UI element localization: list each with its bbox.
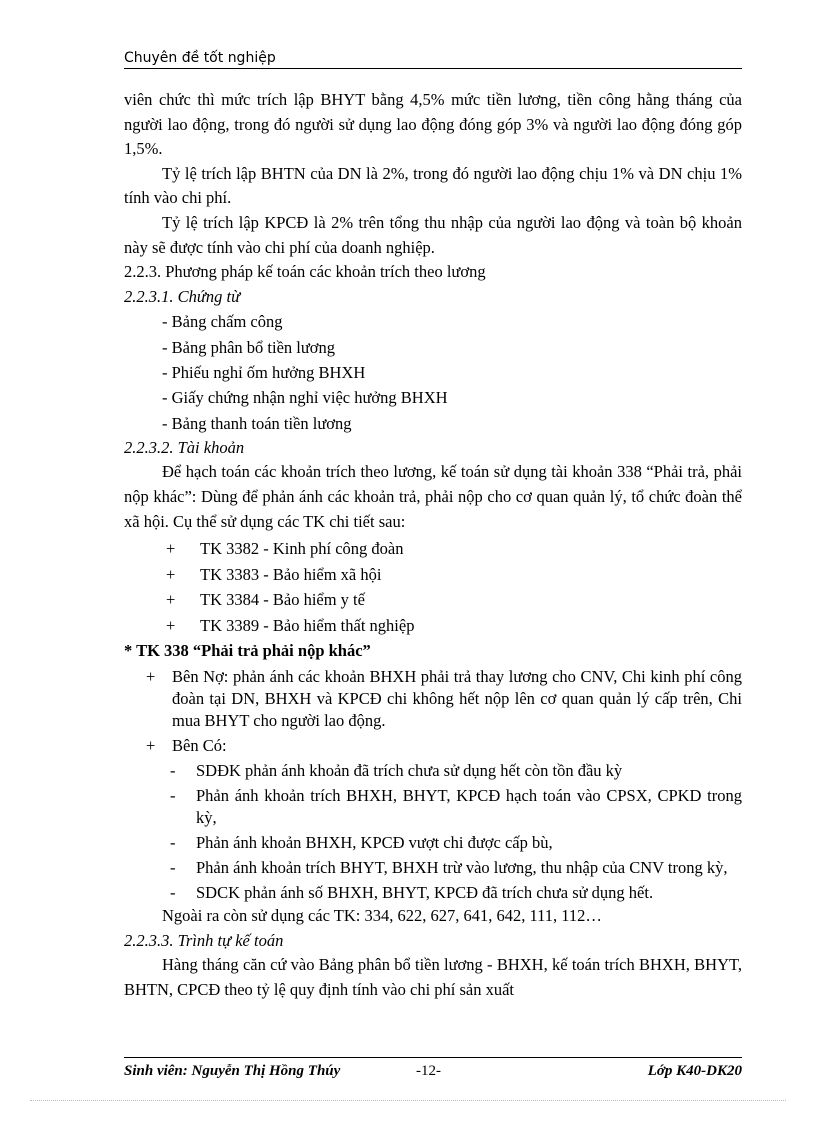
credit-item-text: Phản ánh khoản trích BHXH, BHYT, KPCĐ hạch toán vào CPSX, CPKD trong kỳ, <box>196 786 742 828</box>
account-label: TK 3384 - Bảo hiểm y tế <box>200 590 365 610</box>
paragraph-procedure: Hàng tháng căn cứ vào Bảng phân bổ tiền lương - BHXH, kế toán trích BHXH, BHYT, BHTN, CPCĐ theo tỷ lệ quy định tính vào chi phí sản xuất <box>124 955 742 999</box>
paragraph-account-338: Để hạch toán các khoản trích theo lương, kế toán sử dụng tài khoản 338 “Phải trả, phải nộp khác”: Dùng để phản ánh các khoản trả, phải nộp cho cơ quan quản lý, tổ chức đoàn thể xã hội. Cụ thể sử dụng các TK chi tiết sau: <box>124 462 742 531</box>
plus-marker: + <box>166 564 176 584</box>
list-item <box>124 785 742 829</box>
debit-text: Bên Nợ: phản ánh các khoản BHXH phải trả thay lương cho CNV, Chi kinh phí công đoàn tại DN, BHXH và KPCĐ chi không hết nộp lên cơ quan quản lý cấp trên, Chi mua BHYT cho người lao động. <box>172 667 742 731</box>
list-item: - Bảng thanh toán tiền lương <box>162 413 352 433</box>
credit-item-text: Phản ánh khoản trích BHYT, BHXH trừ vào lương, thu nhập của CNV trong kỳ, <box>196 858 728 878</box>
list-item <box>124 857 742 879</box>
dash-marker: - <box>170 786 176 806</box>
page-footer <box>124 1063 742 1081</box>
account-label: TK 3389 - Bảo hiểm thất nghiệp <box>200 615 415 635</box>
list-item <box>124 562 742 588</box>
plus-marker: + <box>146 736 156 756</box>
dash-marker: - <box>170 883 176 903</box>
dash-marker: - <box>170 833 176 853</box>
footer-divider <box>124 1057 742 1058</box>
paragraph-bhyt: viên chức thì mức trích lập BHYT bằng 4,5% mức tiền lương, tiền công hằng tháng của người lao động, trong đó người sử dụng lao động đóng góp 3% và người lao động đóng góp 1,5%. <box>124 90 742 159</box>
page-header: Chuyên đề tốt nghiệp <box>124 50 276 66</box>
plus-marker: + <box>146 667 156 687</box>
heading-2-2-3-3: 2.2.3.3. Trình tự kế toán <box>124 930 284 950</box>
document-body <box>124 88 742 1003</box>
credit-items-list <box>124 760 742 904</box>
debit-entry <box>124 666 742 732</box>
credit-text: Bên Có: <box>172 736 227 756</box>
credit-entry <box>124 735 742 757</box>
plus-marker: + <box>166 539 176 559</box>
paragraph-kpcd: Tỷ lệ trích lập KPCĐ là 2% trên tổng thu nhập của người lao động và toàn bộ khoản này sẽ được tính vào chi phí của doanh nghiệp. <box>124 212 742 257</box>
accounts-list <box>124 536 742 638</box>
list-item <box>124 882 742 904</box>
list-item <box>124 613 742 639</box>
heading-2-2-3-1: 2.2.3.1. Chứng từ <box>124 286 241 306</box>
list-item <box>124 587 742 613</box>
list-item: - Giấy chứng nhận nghỉ việc hưởng BHXH <box>162 388 448 408</box>
heading-tk-338: * TK 338 “Phải trả phải nộp khác” <box>124 640 371 660</box>
plus-marker: + <box>166 590 176 610</box>
list-item: - Bảng phân bổ tiền lương <box>162 337 336 357</box>
footer-class: Lớp K40-DK20 <box>647 1063 742 1079</box>
heading-2-2-3: 2.2.3. Phương pháp kế toán các khoản trích theo lương <box>124 262 486 282</box>
plus-marker: + <box>166 615 176 635</box>
credit-item-text: Phản ánh khoản BHXH, KPCĐ vượt chi được cấp bù, <box>196 833 553 853</box>
account-label: TK 3382 - Kinh phí công đoàn <box>200 539 404 559</box>
page-number: -12- <box>416 1063 441 1079</box>
paragraph-other-accounts: Ngoài ra còn sử dụng các TK: 334, 622, 627, 641, 642, 111, 112… <box>162 906 602 926</box>
header-divider <box>124 68 742 69</box>
list-item <box>124 536 742 562</box>
documents-list <box>124 309 742 435</box>
list-item: - Phiếu nghỉ ốm hưởng BHXH <box>162 362 366 382</box>
dash-marker: - <box>170 761 176 781</box>
credit-item-text: SDĐK phản ánh khoản đã trích chưa sử dụng hết còn tồn đầu kỳ <box>196 761 623 781</box>
list-item <box>124 760 742 782</box>
footer-student: Sinh viên: Nguyễn Thị Hồng Thúy <box>124 1063 341 1079</box>
account-label: TK 3383 - Bảo hiểm xã hội <box>200 564 382 584</box>
dash-marker: - <box>170 858 176 878</box>
credit-item-text: SDCK phản ánh số BHXH, BHYT, KPCĐ đã trích chưa sử dụng hết. <box>196 883 654 903</box>
heading-2-2-3-2: 2.2.3.2. Tài khoản <box>124 437 245 457</box>
list-item <box>124 832 742 854</box>
paragraph-bhtn: Tỷ lệ trích lập BHTN của DN là 2%, trong đó người lao động chịu 1% và DN chịu 1% tính vào chi phí. <box>124 163 742 208</box>
list-item: - Bảng chấm công <box>162 312 283 332</box>
page-bottom-border <box>30 1100 786 1101</box>
